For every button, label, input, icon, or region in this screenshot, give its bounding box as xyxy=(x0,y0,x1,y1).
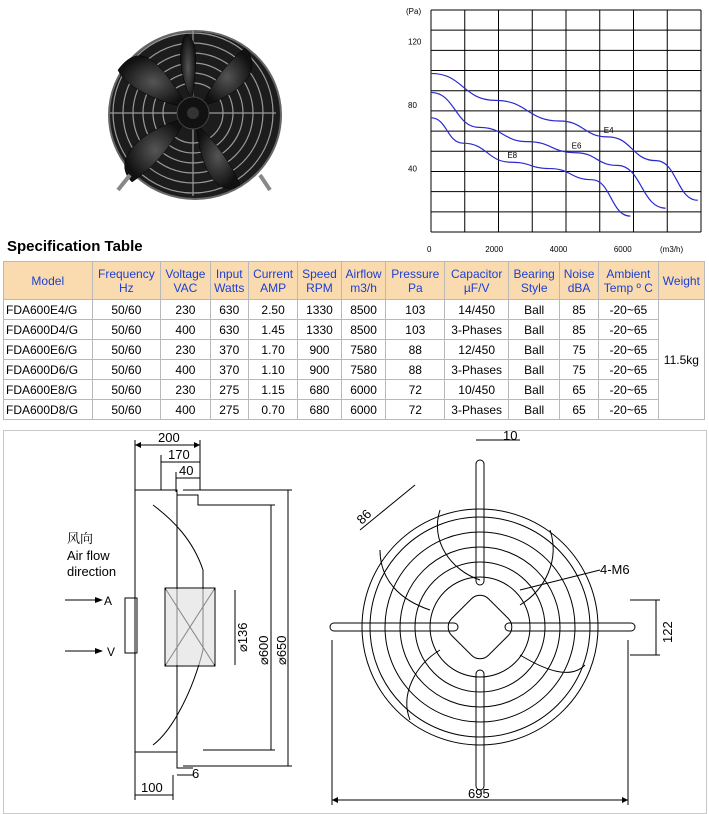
spec-table-header xyxy=(4,262,705,300)
series-label-e6: E6 xyxy=(571,141,582,151)
table-cell: 900 xyxy=(298,340,341,360)
table-cell: Ball xyxy=(509,380,560,400)
dim-4-m6: 4-M6 xyxy=(600,562,630,577)
table-cell: 72 xyxy=(386,380,445,400)
table-cell: 8500 xyxy=(341,320,386,340)
table-cell: Ball xyxy=(509,400,560,420)
y-tick-label: 80 xyxy=(408,101,417,111)
table-row xyxy=(4,380,705,400)
table-cell: 50/60 xyxy=(92,320,161,340)
table-cell: Ball xyxy=(509,360,560,380)
table-cell: 230 xyxy=(161,340,210,360)
table-cell: 14/450 xyxy=(445,300,509,320)
x-tick-label: 6000 xyxy=(613,245,632,254)
series-line-e8 xyxy=(431,118,630,216)
header-5: Speed RPM xyxy=(298,262,341,300)
table-cell: 50/60 xyxy=(92,400,161,420)
front-view-drawing xyxy=(320,430,709,814)
table-cell: 230 xyxy=(161,380,210,400)
table-cell: 275 xyxy=(210,400,248,420)
dim-122: 122 xyxy=(660,621,675,643)
table-cell: 7580 xyxy=(341,360,386,380)
header-12: Weight xyxy=(658,262,704,300)
table-cell: 8500 xyxy=(341,300,386,320)
table-cell: 6000 xyxy=(341,400,386,420)
dim-600: ⌀600 xyxy=(256,635,271,665)
header-6: Airflow m3/h xyxy=(341,262,386,300)
table-row xyxy=(4,320,705,340)
model-cell: FDA600D8/G xyxy=(4,400,93,420)
dim-40: 40 xyxy=(179,463,194,478)
table-cell: 1.70 xyxy=(248,340,297,360)
table-cell: 370 xyxy=(210,340,248,360)
airflow-label-en1: Air flow xyxy=(67,548,110,563)
table-cell: 88 xyxy=(386,360,445,380)
table-cell: 3-Phases xyxy=(445,360,509,380)
x-unit-label: (m3/h) xyxy=(660,245,684,254)
table-cell: 680 xyxy=(298,400,341,420)
table-cell: 6000 xyxy=(341,380,386,400)
table-cell: 50/60 xyxy=(92,300,161,320)
x-tick-label: 0 xyxy=(427,245,432,254)
table-cell: 72 xyxy=(386,400,445,420)
x-tick-label: 2000 xyxy=(485,245,504,254)
dim-6: 6 xyxy=(192,766,200,781)
table-cell: 88 xyxy=(386,340,445,360)
label-v: V xyxy=(107,645,116,659)
table-cell: 630 xyxy=(210,320,248,340)
series-line-e4 xyxy=(431,73,698,200)
table-cell: 1.45 xyxy=(248,320,297,340)
header-11: Ambient Temp º C xyxy=(598,262,658,300)
table-cell: 1.15 xyxy=(248,380,297,400)
table-cell: 50/60 xyxy=(92,380,161,400)
table-cell: 370 xyxy=(210,360,248,380)
y-tick-label: 120 xyxy=(408,37,422,47)
y-unit-label: (Pa) xyxy=(406,7,422,16)
table-cell: 75 xyxy=(560,360,599,380)
table-cell: 50/60 xyxy=(92,340,161,360)
model-cell: FDA600E4/G xyxy=(4,300,93,320)
header-1: Frequency Hz xyxy=(92,262,161,300)
table-cell: 103 xyxy=(386,320,445,340)
table-cell: 12/450 xyxy=(445,340,509,360)
table-cell: 7580 xyxy=(341,340,386,360)
model-cell: FDA600E6/G xyxy=(4,340,93,360)
table-cell: 680 xyxy=(298,380,341,400)
table-cell: 400 xyxy=(161,360,210,380)
series-line-e6 xyxy=(431,92,666,208)
dim-100: 100 xyxy=(141,780,163,795)
dim-200: 200 xyxy=(158,430,180,445)
header-0: Model xyxy=(4,262,93,300)
table-cell: 230 xyxy=(161,300,210,320)
header-2: Voltage VAC xyxy=(161,262,210,300)
dim-650: ⌀650 xyxy=(274,635,289,665)
model-cell: FDA600E8/G xyxy=(4,380,93,400)
header-9: Bearing Style xyxy=(509,262,560,300)
model-cell: FDA600D6/G xyxy=(4,360,93,380)
curve-lines xyxy=(431,73,698,216)
table-cell: Ball xyxy=(509,320,560,340)
y-tick-label: 40 xyxy=(408,164,417,174)
table-cell: 65 xyxy=(560,400,599,420)
table-cell: 400 xyxy=(161,320,210,340)
table-cell: 630 xyxy=(210,300,248,320)
airflow-label-cn: 风向 xyxy=(67,531,94,546)
table-cell: -20~65 xyxy=(598,300,658,320)
side-view-drawing xyxy=(3,430,333,814)
table-cell: 400 xyxy=(161,400,210,420)
table-cell: 1330 xyxy=(298,300,341,320)
table-cell: Ball xyxy=(509,340,560,360)
table-cell: 2.50 xyxy=(248,300,297,320)
spec-table-body xyxy=(4,300,705,420)
label-a: A xyxy=(104,594,113,608)
table-cell: 75 xyxy=(560,340,599,360)
header-8: Capacitor µF/V xyxy=(445,262,509,300)
header-10: Noise dBA xyxy=(560,262,599,300)
spec-table-title: Specification Table xyxy=(7,238,143,255)
table-cell: 10/450 xyxy=(445,380,509,400)
dim-136: ⌀136 xyxy=(235,622,250,652)
spec-table xyxy=(3,261,705,420)
fan-photo xyxy=(0,0,300,240)
table-cell: 900 xyxy=(298,360,341,380)
table-cell: Ball xyxy=(509,300,560,320)
table-cell: -20~65 xyxy=(598,320,658,340)
table-cell: -20~65 xyxy=(598,340,658,360)
series-label-e4: E4 xyxy=(603,125,614,135)
header-7: Pressure Pa xyxy=(386,262,445,300)
table-cell: 50/60 xyxy=(92,360,161,380)
dim-695: 695 xyxy=(468,786,490,801)
table-cell: 1330 xyxy=(298,320,341,340)
table-cell: 275 xyxy=(210,380,248,400)
table-cell: -20~65 xyxy=(598,400,658,420)
table-row xyxy=(4,360,705,380)
table-row xyxy=(4,340,705,360)
table-row xyxy=(4,400,705,420)
airflow-label-en2: direction xyxy=(67,564,117,579)
table-cell: 85 xyxy=(560,320,599,340)
model-cell: FDA600D4/G xyxy=(4,320,93,340)
table-cell: 103 xyxy=(386,300,445,320)
table-cell: 3-Phases xyxy=(445,400,509,420)
table-row xyxy=(4,300,705,320)
table-cell: 3-Phases xyxy=(445,320,509,340)
table-cell: -20~65 xyxy=(598,380,658,400)
x-tick-label: 4000 xyxy=(549,245,568,254)
table-cell: 65 xyxy=(560,380,599,400)
dim-10: 10 xyxy=(503,430,518,443)
dim-86: 86 xyxy=(353,506,375,528)
header-4: Current AMP xyxy=(248,262,297,300)
table-cell: -20~65 xyxy=(598,360,658,380)
table-cell: 0.70 xyxy=(248,400,297,420)
weight-cell: 11.5kg xyxy=(658,300,704,420)
dim-170: 170 xyxy=(168,447,190,462)
performance-curve-chart xyxy=(398,0,709,258)
table-cell: 1.10 xyxy=(248,360,297,380)
header-3: Input Watts xyxy=(210,262,248,300)
table-cell: 85 xyxy=(560,300,599,320)
series-label-e8: E8 xyxy=(507,151,518,161)
